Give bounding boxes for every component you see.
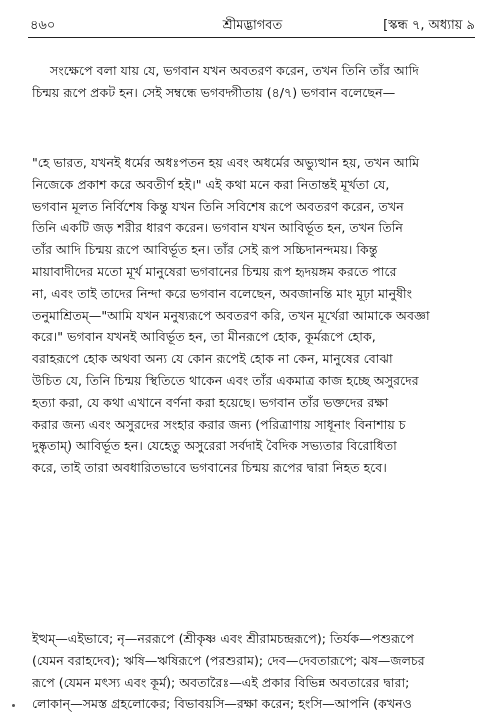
text-line: ভগবান মূলত নির্বিশেষ কিন্তু যখন তিনি সবিশেষ রূপে অবতরণ করেন, তখন [32, 198, 404, 214]
text-line: তনুমাশ্রিতম্—"আমি যখন মনুষ্যরূপে অবতরণ করি, তখন মূর্খেরা আমাকে অবজ্ঞা [32, 307, 430, 323]
text-line: উচিত যে, তিনি চিন্ময় স্থিতিতে থাকেন এবং তাঁর একমাত্র কাজ হচ্ছে অসুরদের [32, 372, 419, 388]
text-line: না, এবং তাই তাদের নিন্দা করে ভগবান বলেছেন, অবজানন্তি মাং মূঢ়া মানুষীং [32, 285, 413, 301]
text-line: তিনি একটি জড় শরীর ধারণ করেন। ভগবান যখন আবির্ভূত হন, তখন তিনি [32, 220, 403, 236]
text-line: তাঁর আদি চিন্ময় রূপে আবির্ভূত হন। তাঁর সেই রূপ সচ্চিদানন্দময়। কিন্তু [32, 242, 378, 258]
text-line: "হে ভারত, যখনই ধর্মের অধঃপতন হয় এবং অধর্মের অভ্যুত্থান হয়, তখন আমি [32, 155, 420, 170]
page-number: ৪৬০ [30, 18, 56, 33]
intro-paragraph [32, 60, 471, 104]
section-reference: [স্কন্ধ ৭, অধ্যায় ৯ [383, 18, 475, 33]
text-line: দুষ্কৃতাম্) আবির্ভূত হন। যেহেতু অসুরেরা সর্বদাই বৈদিক সভ্যতার বিরোধিতা [32, 438, 397, 454]
text-line: মায়াবাদীদের মতো মূর্খ মানুষেরা ভগবানের চিন্ময় রূপ হৃদয়ঙ্গম করতে পারে [32, 263, 397, 279]
running-title: শ্রীমদ্ভাগবত [222, 18, 283, 33]
purport-paragraph [32, 152, 471, 479]
text-line: নিজেকে প্রকাশ করে অবতীর্ণ হই।" এই কথা মনে করা নিতান্তই মূর্খতা যে, [32, 176, 390, 192]
text-line: চিন্ময় রূপে প্রকট হন। সেই সম্বন্ধে ভগবদ্গীতায় (৪/৭) ভগবান বলেছেন— [32, 84, 396, 100]
text-line: লোকান্—সমস্ত গ্রহলোকের; বিভাবয়সি—রক্ষা করেন; হংসি—আপনি (কখনও [32, 696, 412, 712]
text-line: বরাহরূপে হোক অথবা অন্য যে কোন রূপেই হোক না কেন, মানুষের বোঝা [32, 351, 393, 367]
synonyms-paragraph [32, 628, 471, 715]
text-line: করার জন্য এবং অসুরদের সংহার করার জন্য (পরিত্রাণায় সাধূনাং বিনাশায় চ [32, 416, 406, 432]
text-line: সংক্ষেপে বলা যায় যে, ভগবান যখন অবতরণ করেন, তখন তিনি তাঁর আদি [50, 63, 419, 78]
text-line: ইত্থম্—এইভাবে; নৃ—নররূপে (শ্রীকৃষ্ণ এবং শ্রীরামচন্দ্ররূপে); তির্যক—পশুরূপে [32, 631, 414, 646]
margin-speck [12, 704, 15, 707]
page-header [30, 16, 475, 36]
text-line: হত্যা করা, যে কথা এখানে বর্ণনা করা হয়েছে। ভগবান তাঁর ভক্তদের রক্ষা [32, 394, 389, 410]
text-line: রূপে (যেমন মৎস্য এবং কূর্ম); অবতারৈঃ—এই প্রকার বিভিন্ন অবতারের দ্বারা; [32, 674, 410, 690]
text-line: করে।" ভগবান যখনই আবির্ভূত হন, তা মীনরূপে হোক, কূর্মরূপে হোক, [32, 329, 376, 345]
text-line: (যেমন বরাহদেব); ঋষি—ঋষিরূপে (পরশুরাম); দেব—দেবতারূপে; ঝষ—জলচর [32, 652, 425, 668]
header-rule [28, 37, 475, 38]
text-line: করে, তাই তারা অবধারিতভাবে ভগবানের চিন্ময় রূপের দ্বারা নিহত হবে। [32, 460, 387, 476]
